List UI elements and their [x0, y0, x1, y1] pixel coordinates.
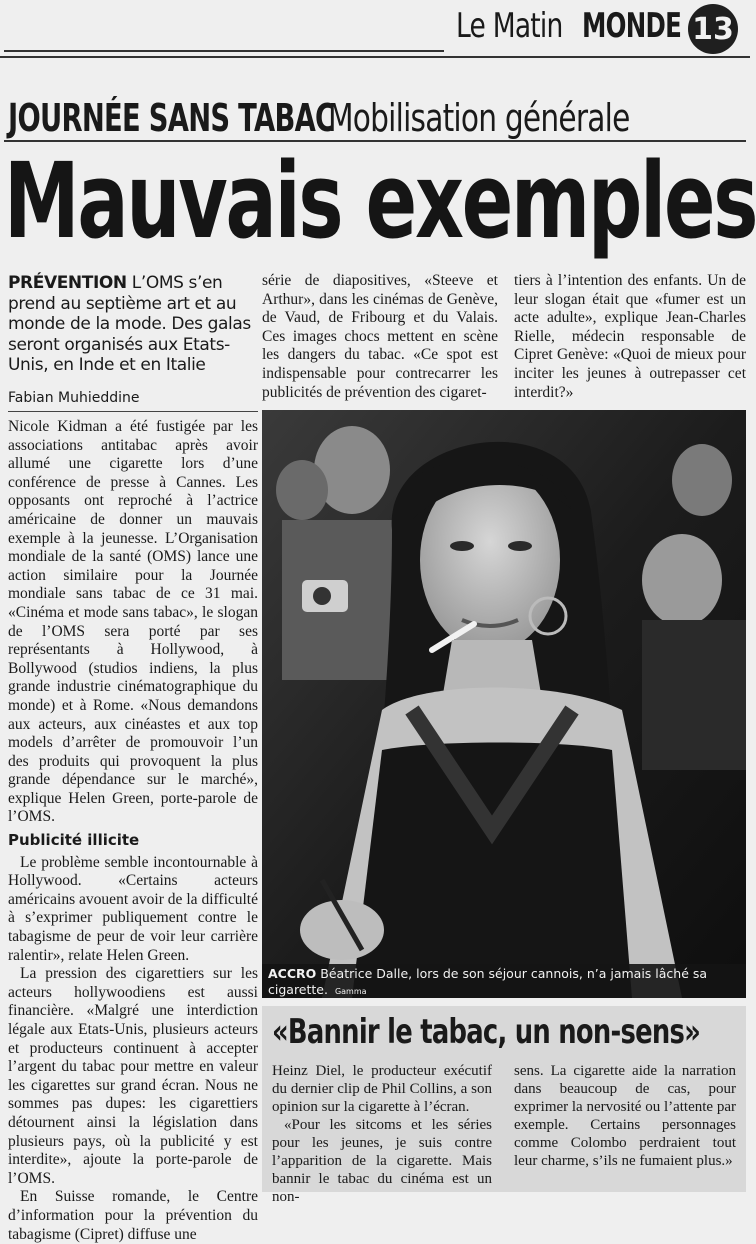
article-paragraph: La pression des cigarettiers sur les acteurs hollywoodiens est aussi financière. «Malgré une interdiction légale aux Etats-Unis, plusieurs acteurs et producteurs continuent à accepter l’argent du tabac pour mettre en valeur les cigarettes sur grand écran. Nous ne sommes pas dupes: les cigarettiers détournent ainsi la législation dans plusieurs pays, où la publicité y est interdite», ajoute la porte-parole de l’OMS. [8, 965, 258, 1187]
byline: Fabian Muhieddine [8, 390, 140, 406]
headline: Mauvais exemples [4, 140, 756, 262]
article-paragraph: Nicole Kidman a été fustigée par les associations antitabac après avoir allumé une cigarette lors d’une conférence de presse à Cannes. Les opposants ont reproché à l’actrice américaine de donner un mauvais exemple à la jeunesse. L’Organisation mondiale de la santé (OMS) lance une action similaire pour la Journée mondiale sans tabac de ce 31 mai. «Cinéma et mode sans tabac», le slogan de l’OMS sera porté par ses représentants à Hollywood, à Bollywood (studios indiens, la plus grande industrie cinématographique du monde) et à Rome. «Nous demandons aux acteurs, aux cinéastes et aux top models d’arrêter de promouvoir l’un des produits qui provoquent la plus grande dépendance sur le marché», explique Helen Green, porte-parole de l’OMS. [8, 418, 258, 826]
sidebar-box [262, 1006, 746, 1205]
article-subhead: Publicité illicite [8, 831, 140, 850]
article-column-1 [8, 418, 258, 1243]
byline-rule [8, 411, 258, 412]
article-column-3 [514, 272, 746, 406]
lede-label: PRÉVENTION [8, 273, 127, 293]
caption-text: Béatrice Dalle, lors de son séjour cannois, n’a jamais lâché sa cigarette. [268, 966, 708, 997]
article-column-2 [262, 272, 498, 406]
sidebar-column-2 [514, 1062, 736, 1170]
sidebar-column-1 [272, 1062, 492, 1206]
article-photo [262, 410, 746, 998]
caption-label: ACCRO [268, 966, 317, 981]
article-paragraph: série de diapositives, «Steeve et Arthur», dans les cinémas de Genève, de Vaud, de Fribourg et du Valais. Ces images chocs mettent en scène les dangers du tabac. «Ce spot est indispensable pour contrecarrer les publicités de prévention des cigaret- [262, 272, 498, 401]
lede-text: L’OMS s’en prend au septième art et au monde de la mode. Des galas seront organisés aux Etats-Unis, en Inde et en Italie [8, 273, 251, 375]
masthead [0, 0, 750, 58]
sidebar-paragraph: «Pour les sitcoms et les séries pour les jeunes, je suis contre l’apparition de la cigarette. Mais bannir le tabac du cinéma est un non- [272, 1117, 492, 1205]
kicker-topic: JOURNÉE SANS TABAC [8, 96, 335, 140]
sidebar-paragraph: Heinz Diel, le producteur exécutif du dernier clip de Phil Collins, a son opinion sur la cigarette à l’écran. [272, 1063, 492, 1115]
article-paragraph: tiers à l’intention des enfants. Un de leur slogan était que «fumer est un acte adulte», explique Jean-Charles Rielle, médecin responsable de Cipret Genève: «Quoi de mieux pour inciter les jeunes à outrepasser cet interdit?» [514, 272, 746, 401]
lede [8, 273, 258, 376]
newspaper-name: Le Matin [456, 6, 563, 46]
sidebar-title: «Bannir le tabac, un non-sens» [272, 1012, 701, 1052]
photo-caption [262, 964, 746, 998]
section-name: MONDE [582, 6, 682, 46]
photo-illustration [262, 410, 746, 998]
page-number-badge: 13 [688, 4, 738, 54]
photo-credit: Gamma [334, 987, 367, 996]
sidebar-paragraph: sens. La cigarette aide la narration dans beaucoup de cas, pour exprimer la nervosité ou l’attente par exemple. Certains personnages comme Colombo perdraient tout leur charme, s’ils ne fumaient plus.» [514, 1063, 736, 1169]
article-paragraph: Le problème semble incontournable à Hollywood. «Certains acteurs américains avouent avoir de la difficulté à s’exprimer publiquement contre le tabagisme de peur de voir leur carrière ralentir», relate Helen Green. [8, 853, 258, 964]
kicker-subtitle: Mobilisation générale [328, 96, 630, 140]
masthead-rule [4, 50, 444, 52]
article-paragraph: En Suisse romande, le Centre d’information pour la prévention du tabagisme (Cipret) diffuse une [8, 1188, 258, 1243]
